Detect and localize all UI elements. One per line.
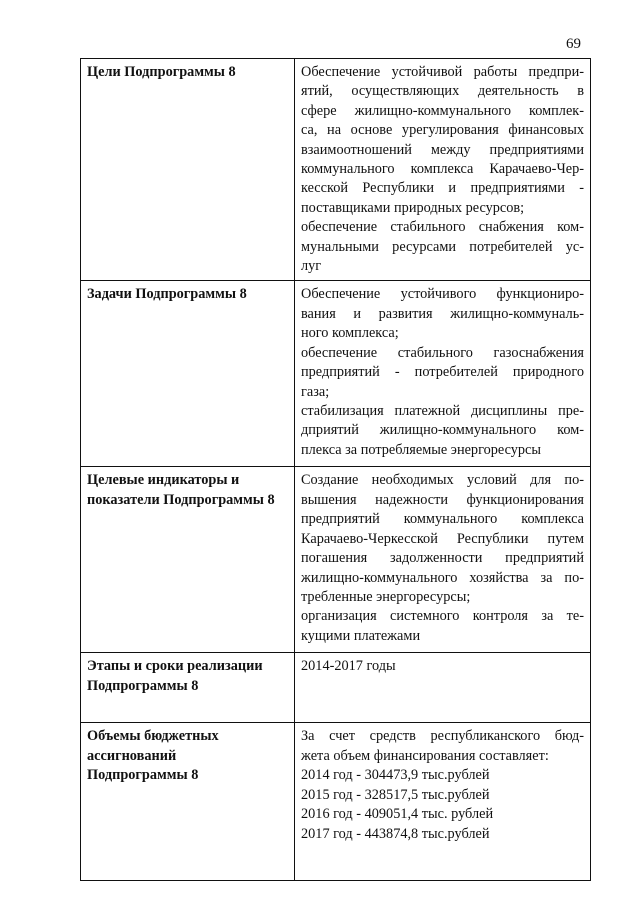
row-value-indicators (295, 467, 591, 653)
value-line: Карачаево-Черкесской Республики путем (301, 530, 584, 547)
label-line: Подпрограммы 8 (87, 767, 199, 784)
budget-year-line: 2015 год - 328517,5 тыс.рублей (301, 786, 490, 803)
value-line: Обеспечение устойчивого функциониро- (301, 286, 584, 303)
label-line: Этапы и сроки реализации (87, 658, 263, 675)
value-line: са, на основе урегулирования финансовых (301, 122, 584, 139)
value-line: За счет средств республиканского бюд- (301, 728, 584, 745)
table-row-stages (81, 653, 591, 723)
row-value-tasks (295, 281, 591, 467)
value-line: поставщиками природных ресурсов; (301, 199, 525, 216)
value-line: погашения задолженности предприятий (301, 550, 584, 567)
value-line: кущими платежами (301, 627, 421, 644)
value-line: мунальными ресурсами потребителей ус- (301, 238, 584, 255)
value-line: коммунального комплекса Карачаево-Чер- (301, 161, 584, 178)
table-row-budget (81, 723, 591, 881)
row-label-stages (81, 653, 295, 723)
passport-table (80, 58, 591, 881)
value-line: обеспечение стабильного газоснабжения (301, 344, 584, 361)
table-row-indicators (81, 467, 591, 653)
value-line: Создание необходимых условий для по- (301, 472, 584, 489)
label-line: Подпрограммы 8 (87, 677, 199, 694)
row-label-budget (81, 723, 295, 881)
row-value-goals (295, 59, 591, 281)
row-value-budget (295, 723, 591, 881)
value-line: кесской Республики и предприятиями - (301, 180, 584, 197)
value-line: обеспечение стабильного снабжения ком- (301, 219, 584, 236)
budget-year-line: 2017 год - 443874,8 тыс.рублей (301, 825, 490, 842)
budget-year-line: 2016 год - 409051,4 тыс. рублей (301, 806, 494, 823)
value-line: предприятий - потребителей природного (301, 364, 584, 381)
value-line: газа; (301, 383, 330, 400)
budget-year-line: 2014 год - 304473,9 тыс.рублей (301, 767, 490, 784)
row-label-indicators (81, 467, 295, 653)
value-line: предприятий коммунального комплекса (301, 511, 584, 528)
value-line: организация системного контроля за те- (301, 608, 584, 625)
label-line: ассигнований (87, 747, 177, 764)
label-line: показатели Подпрограммы 8 (87, 491, 275, 508)
label-line: Задачи Подпрограммы 8 (87, 286, 247, 303)
value-line: жета объем финансирования составляет: (301, 747, 549, 764)
value-line: ятий, осуществляющих деятельность в (301, 83, 584, 100)
row-label-goals (81, 59, 295, 281)
value-line: жилищно-коммунального хозяйства за по- (301, 569, 584, 586)
value-line: вышения надежности функционирования (301, 491, 584, 508)
value-line: сфере жилищно-коммунального комплек- (301, 102, 584, 119)
value-line: плекса за потребляемые энергоресурсы (301, 441, 541, 458)
value-line: дприятий жилищно-коммунального ком- (301, 422, 584, 439)
value-line: ного комплекса; (301, 325, 399, 342)
value-line: стабилизация платежной дисциплины пре- (301, 402, 584, 419)
table-row-goals (81, 59, 591, 281)
value-line: 2014-2017 годы (301, 658, 396, 675)
value-line: взаимоотношений между предприятиями (301, 141, 584, 158)
table-row-tasks (81, 281, 591, 467)
value-line: Обеспечение устойчивой работы предпри- (301, 64, 584, 80)
label-line: Целевые индикаторы и (87, 472, 240, 489)
label-line: Цели Подпрограммы 8 (87, 64, 236, 80)
label-line: Объемы бюджетных (87, 728, 219, 745)
row-label-tasks (81, 281, 295, 467)
value-line: вания и развития жилищно-коммуналь- (301, 305, 584, 322)
page-number: 69 (566, 36, 581, 52)
value-line: луг (301, 258, 322, 275)
row-value-stages (295, 653, 591, 723)
value-line: требленные энергоресурсы; (301, 588, 471, 605)
